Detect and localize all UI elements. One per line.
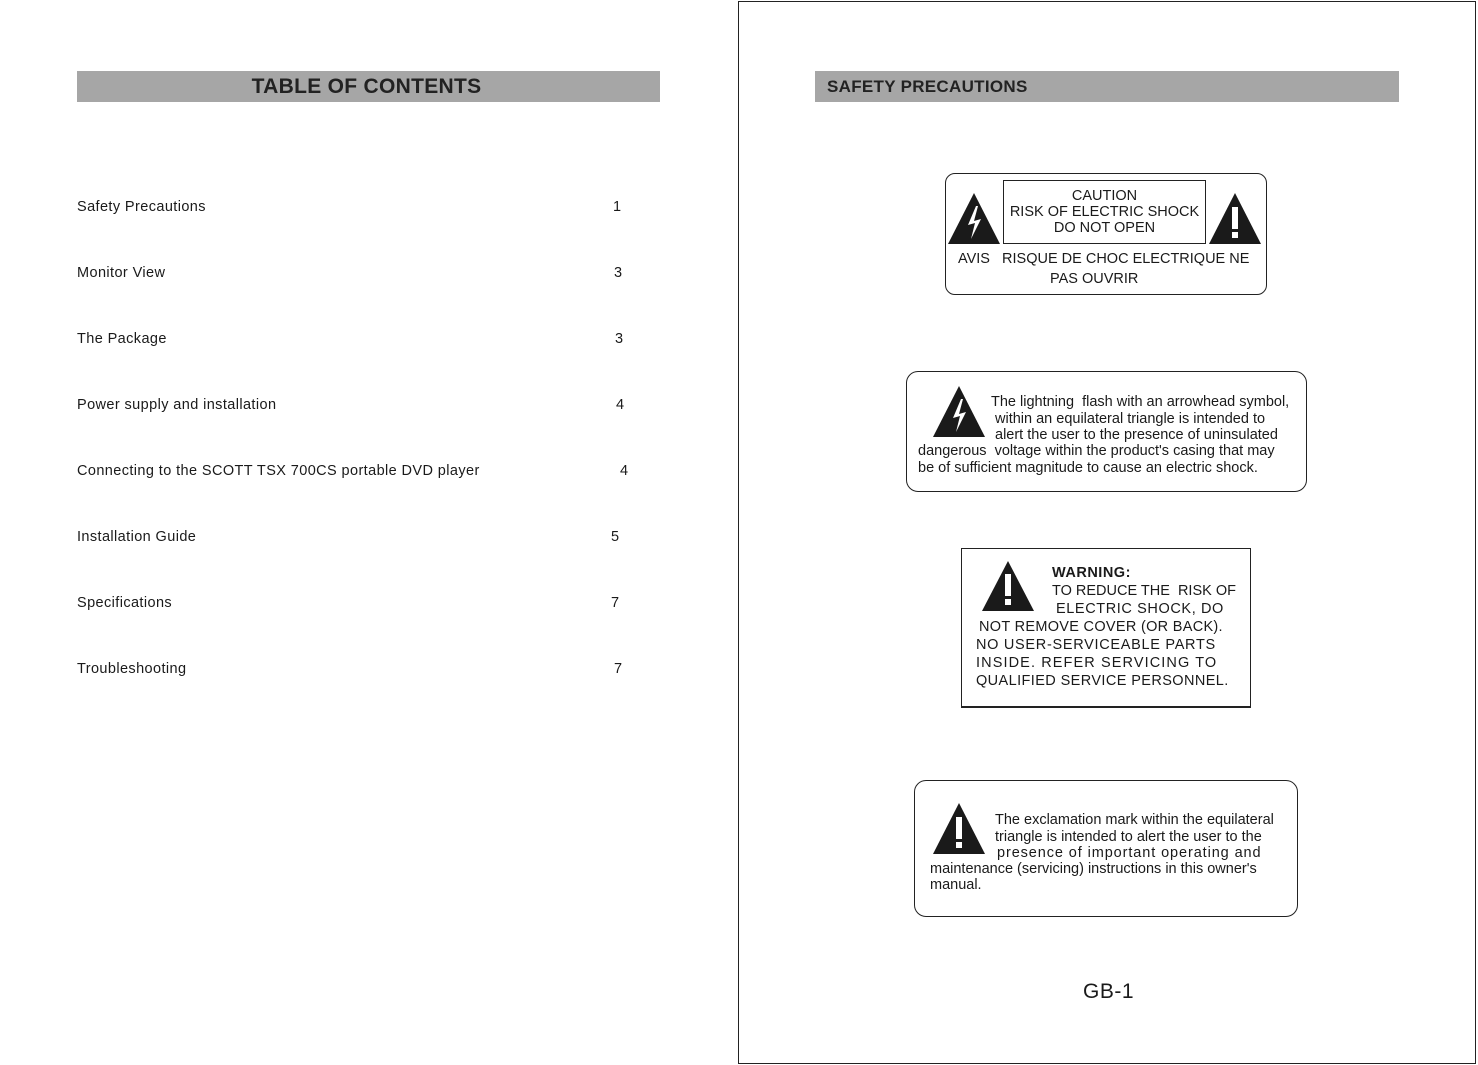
toc-entry-specifications[interactable] — [77, 593, 637, 613]
toc-entry-page: 4 — [620, 463, 629, 479]
safety-header-bar — [815, 71, 1399, 102]
toc-entry-label: Troubleshooting — [77, 661, 187, 677]
toc-entry-label: Installation Guide — [77, 529, 197, 545]
lightning-text-line-5: be of sufficient magnitude to cause an electric shock. — [918, 460, 1258, 476]
toc-entry-monitor-view[interactable] — [77, 263, 637, 283]
warning-line-2: ELECTRIC SHOCK, DO — [1056, 601, 1224, 617]
warning-line-4: NO USER-SERVICEABLE PARTS — [976, 637, 1216, 653]
toc-title: TABLE OF CONTENTS — [251, 75, 482, 98]
toc-entry-safety[interactable] — [77, 197, 637, 217]
exclamation-text-line-4: maintenance (servicing) instructions in this owner's — [930, 861, 1257, 877]
warning-heading: WARNING: — [1052, 565, 1131, 581]
lightning-text-line-2: within an equilateral triangle is intended to — [995, 411, 1266, 427]
lightning-warning-icon — [947, 192, 1001, 245]
toc-entry-label: Specifications — [77, 595, 173, 611]
toc-entry-page: 3 — [615, 331, 624, 347]
warning-line-6: QUALIFIED SERVICE PERSONNEL. — [976, 673, 1229, 689]
toc-entry-label: Power supply and installation — [77, 397, 277, 413]
caution-french-line-1: AVIS RISQUE DE CHOC ELECTRIQUE NE — [958, 251, 1250, 267]
exclamation-text-line-5: manual. — [930, 877, 982, 893]
exclamation-text-line-3: presence of important operating and — [997, 845, 1262, 861]
toc-entry-label: Monitor View — [77, 265, 166, 281]
warning-line-5: INSIDE. REFER SERVICING TO — [976, 655, 1218, 671]
exclamation-text-line-1: The exclamation mark within the equilateral — [995, 812, 1274, 828]
warning-line-3: NOT REMOVE COVER (OR BACK). — [979, 619, 1223, 635]
caution-line-3: DO NOT OPEN — [1053, 220, 1156, 236]
lightning-text-line-3: alert the user to the presence of uninsulated — [995, 427, 1278, 443]
exclamation-warning-icon — [932, 802, 986, 855]
toc-entry-troubleshooting[interactable] — [77, 659, 637, 679]
toc-header-bar — [77, 71, 660, 102]
toc-entry-power-supply[interactable] — [77, 395, 637, 415]
exclamation-warning-icon — [981, 560, 1035, 612]
exclamation-text-line-2: triangle is intended to alert the user to the — [995, 829, 1262, 845]
caution-line-1: CAUTION — [1071, 188, 1138, 204]
toc-entry-package[interactable] — [77, 329, 637, 349]
toc-entry-page: 1 — [613, 199, 622, 215]
toc-entry-label: The Package — [77, 331, 167, 347]
toc-entry-installation-guide[interactable] — [77, 527, 637, 547]
toc-entry-page: 4 — [616, 397, 625, 413]
toc-entry-page: 7 — [611, 595, 620, 611]
warning-line-1: TO REDUCE THE RISK OF — [1052, 583, 1236, 599]
lightning-warning-icon — [932, 385, 986, 438]
toc-entry-page: 7 — [614, 661, 623, 677]
lightning-text-line-1: The lightning flash with an arrowhead symbol, — [991, 394, 1290, 410]
toc-entry-page: 5 — [611, 529, 620, 545]
page-number: GB-1 — [1083, 980, 1135, 1003]
toc-entry-connecting[interactable] — [77, 461, 637, 481]
safety-title: SAFETY PRECAUTIONS — [827, 77, 1028, 96]
toc-entry-label: Connecting to the SCOTT TSX 700CS portable DVD player — [77, 463, 480, 479]
caution-line-2: RISK OF ELECTRIC SHOCK — [1009, 204, 1200, 220]
toc-entry-page: 3 — [614, 265, 623, 281]
caution-french-line-2: PAS OUVRIR — [1050, 271, 1139, 287]
lightning-text-line-4: dangerous voltage within the product's casing that may — [918, 443, 1275, 459]
toc-entry-label: Safety Precautions — [77, 199, 206, 215]
exclamation-warning-icon — [1208, 192, 1262, 245]
